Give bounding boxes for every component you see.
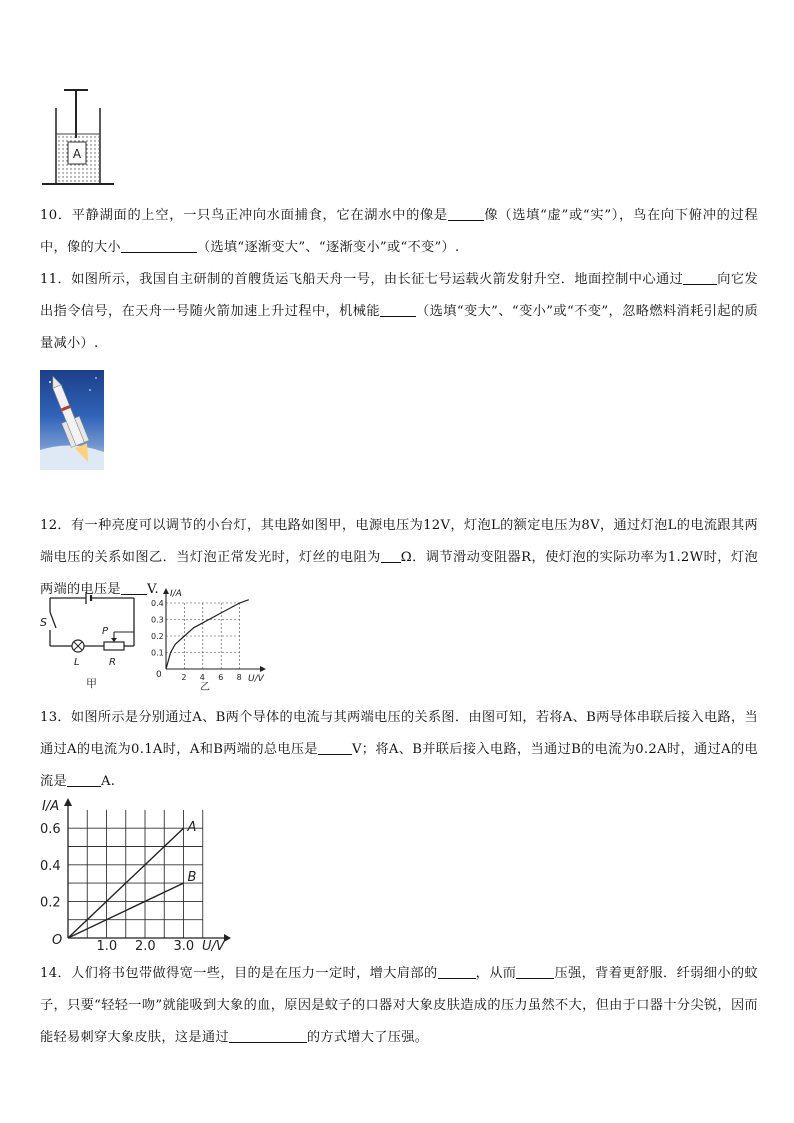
q11-blank-2[interactable] [380, 302, 416, 317]
q12-text-3: V. [146, 582, 159, 597]
circuit-diagram [38, 586, 148, 694]
lamp-chart-caption: 乙 [200, 682, 210, 693]
q14-text-4: 的方式增大了压强。 [306, 1030, 429, 1045]
q11-text-1: 11．如图所示，我国自主研制的首艘货运飞船天舟一号，由长征七号运载火箭发射升空．地面控制中心通过 [40, 272, 684, 287]
question-14 [40, 958, 758, 1054]
ab-chart-ylabel: I/A [42, 799, 60, 814]
ab-chart-xtick: 2.0 [135, 939, 156, 952]
ab-iu-chart-svg [36, 796, 232, 952]
ab-chart-xlabel: U/V [202, 939, 225, 952]
resistor-r-label: R [109, 657, 116, 668]
lamp-chart-ytick: 0.2 [151, 632, 164, 641]
question-10 [40, 200, 758, 264]
q14-blank-1[interactable] [438, 964, 476, 979]
lamp-chart-origin: 0 [156, 670, 162, 680]
question-13 [40, 702, 758, 798]
switch-s-label: S [40, 616, 47, 629]
q10-text-2: 像（选填“虚”或“实”），鸟在向下俯冲的过程中，像的大小 [40, 208, 759, 255]
lamp-chart-xtick: 4 [199, 673, 205, 682]
q13-text-2: V；将A、B并联后接入电路，当通过B的电流为0.2A时，通过A的电流是 [40, 742, 758, 789]
ab-iu-chart [36, 796, 232, 952]
line-b-label: B [187, 870, 197, 886]
q13-blank-2[interactable] [67, 772, 101, 787]
lamp-iu-chart-svg [148, 586, 270, 694]
ab-chart-ytick: 0.6 [40, 822, 61, 838]
q14-blank-3[interactable] [229, 1028, 307, 1043]
ab-chart-origin: O [52, 933, 63, 948]
line-a-label: A [187, 820, 197, 836]
lamp-chart-xtick: 6 [218, 673, 224, 682]
q14-text-1: 14．人们将书包带做得宽一些，目的是在压力一定时，增大肩部的 [40, 966, 438, 981]
rocket-launch-image [40, 370, 104, 470]
slider-p-label: P [102, 626, 109, 637]
q13-text-3: A. [100, 774, 116, 789]
block-a-label: A [72, 147, 82, 161]
q11-text-2: 向它发出指令信号，在天舟一号随火箭加速上升过程中，机械能 [40, 272, 758, 319]
lamp-iu-curve [166, 600, 249, 669]
ab-chart-xtick: 1.0 [96, 939, 118, 952]
lamp-chart-ytick: 0.1 [151, 648, 164, 658]
q14-blank-2[interactable] [516, 964, 554, 979]
q13-blank-1[interactable] [318, 740, 352, 755]
q10-text-1: 10．平静湖面的上空，一只鸟正冲向水面捕食，它在湖水中的像是 [40, 208, 448, 223]
q10-blank-2[interactable] [121, 238, 197, 253]
q10-text-3: （选填“逐渐变大”、“逐渐变小”或“不变”）. [196, 240, 460, 255]
q10-blank-1[interactable] [448, 206, 484, 221]
lamp-iu-chart [148, 586, 270, 694]
lamp-chart-xtick: 2 [181, 673, 187, 682]
q12-blank-1[interactable] [381, 548, 401, 563]
lamp-chart-xlabel: U/V [248, 674, 264, 684]
q11-text-3: （选填“变大”、“变小”或“不变”，忽略燃料消耗引起的质量减小）. [40, 304, 758, 351]
circuit-caption: 甲 [86, 677, 97, 690]
ab-chart-ytick: 0.2 [40, 895, 61, 911]
ab-chart-ytick: 0.4 [40, 858, 61, 874]
q12-text-1: 12．有一种亮度可以调节的小台灯，其电路如图甲，电源电压为12V，灯泡L的额定电压为8V，通过灯泡L的电流跟其两端电压的关系如图乙．当灯泡正常发光时，灯丝的电阻为 [40, 518, 758, 565]
question-11 [40, 264, 758, 360]
q12-text-2: Ω．调节滑动变阻器R，使灯泡的实际功率为1.2W时，灯泡两端的电压是 [40, 550, 758, 597]
beaker-figure [38, 84, 118, 190]
q11-blank-1[interactable] [683, 270, 717, 285]
ab-chart-xtick: 3.0 [173, 939, 195, 952]
lamp-chart-ylabel: I/A [170, 589, 182, 599]
lamp-chart-xtick: 8 [236, 673, 242, 682]
q13-text-1: 13．如图所示是分别通过A、B两个导体的电流与其两端电压的关系图．由图可知，若将A、B两导体串联后接入电路，当通过A的电流为0.1A时，A和B两端的总电压是 [40, 710, 758, 757]
lamp-l-label: L [74, 657, 80, 668]
lamp-chart-ytick: 0.3 [151, 615, 164, 625]
q14-text-3: 压强，背着更舒服．纤弱细小的蚊子，只要“轻轻一吻”就能吸到大象的血，原因是蚊子的口器对大象皮肤造成的压力虽然不大，但由于口器十分尖锐，因而能轻易刺穿大象皮肤，这是通过 [40, 966, 758, 1045]
q14-text-2: ，从而 [475, 966, 517, 981]
lamp-chart-ytick: 0.4 [151, 599, 164, 608]
